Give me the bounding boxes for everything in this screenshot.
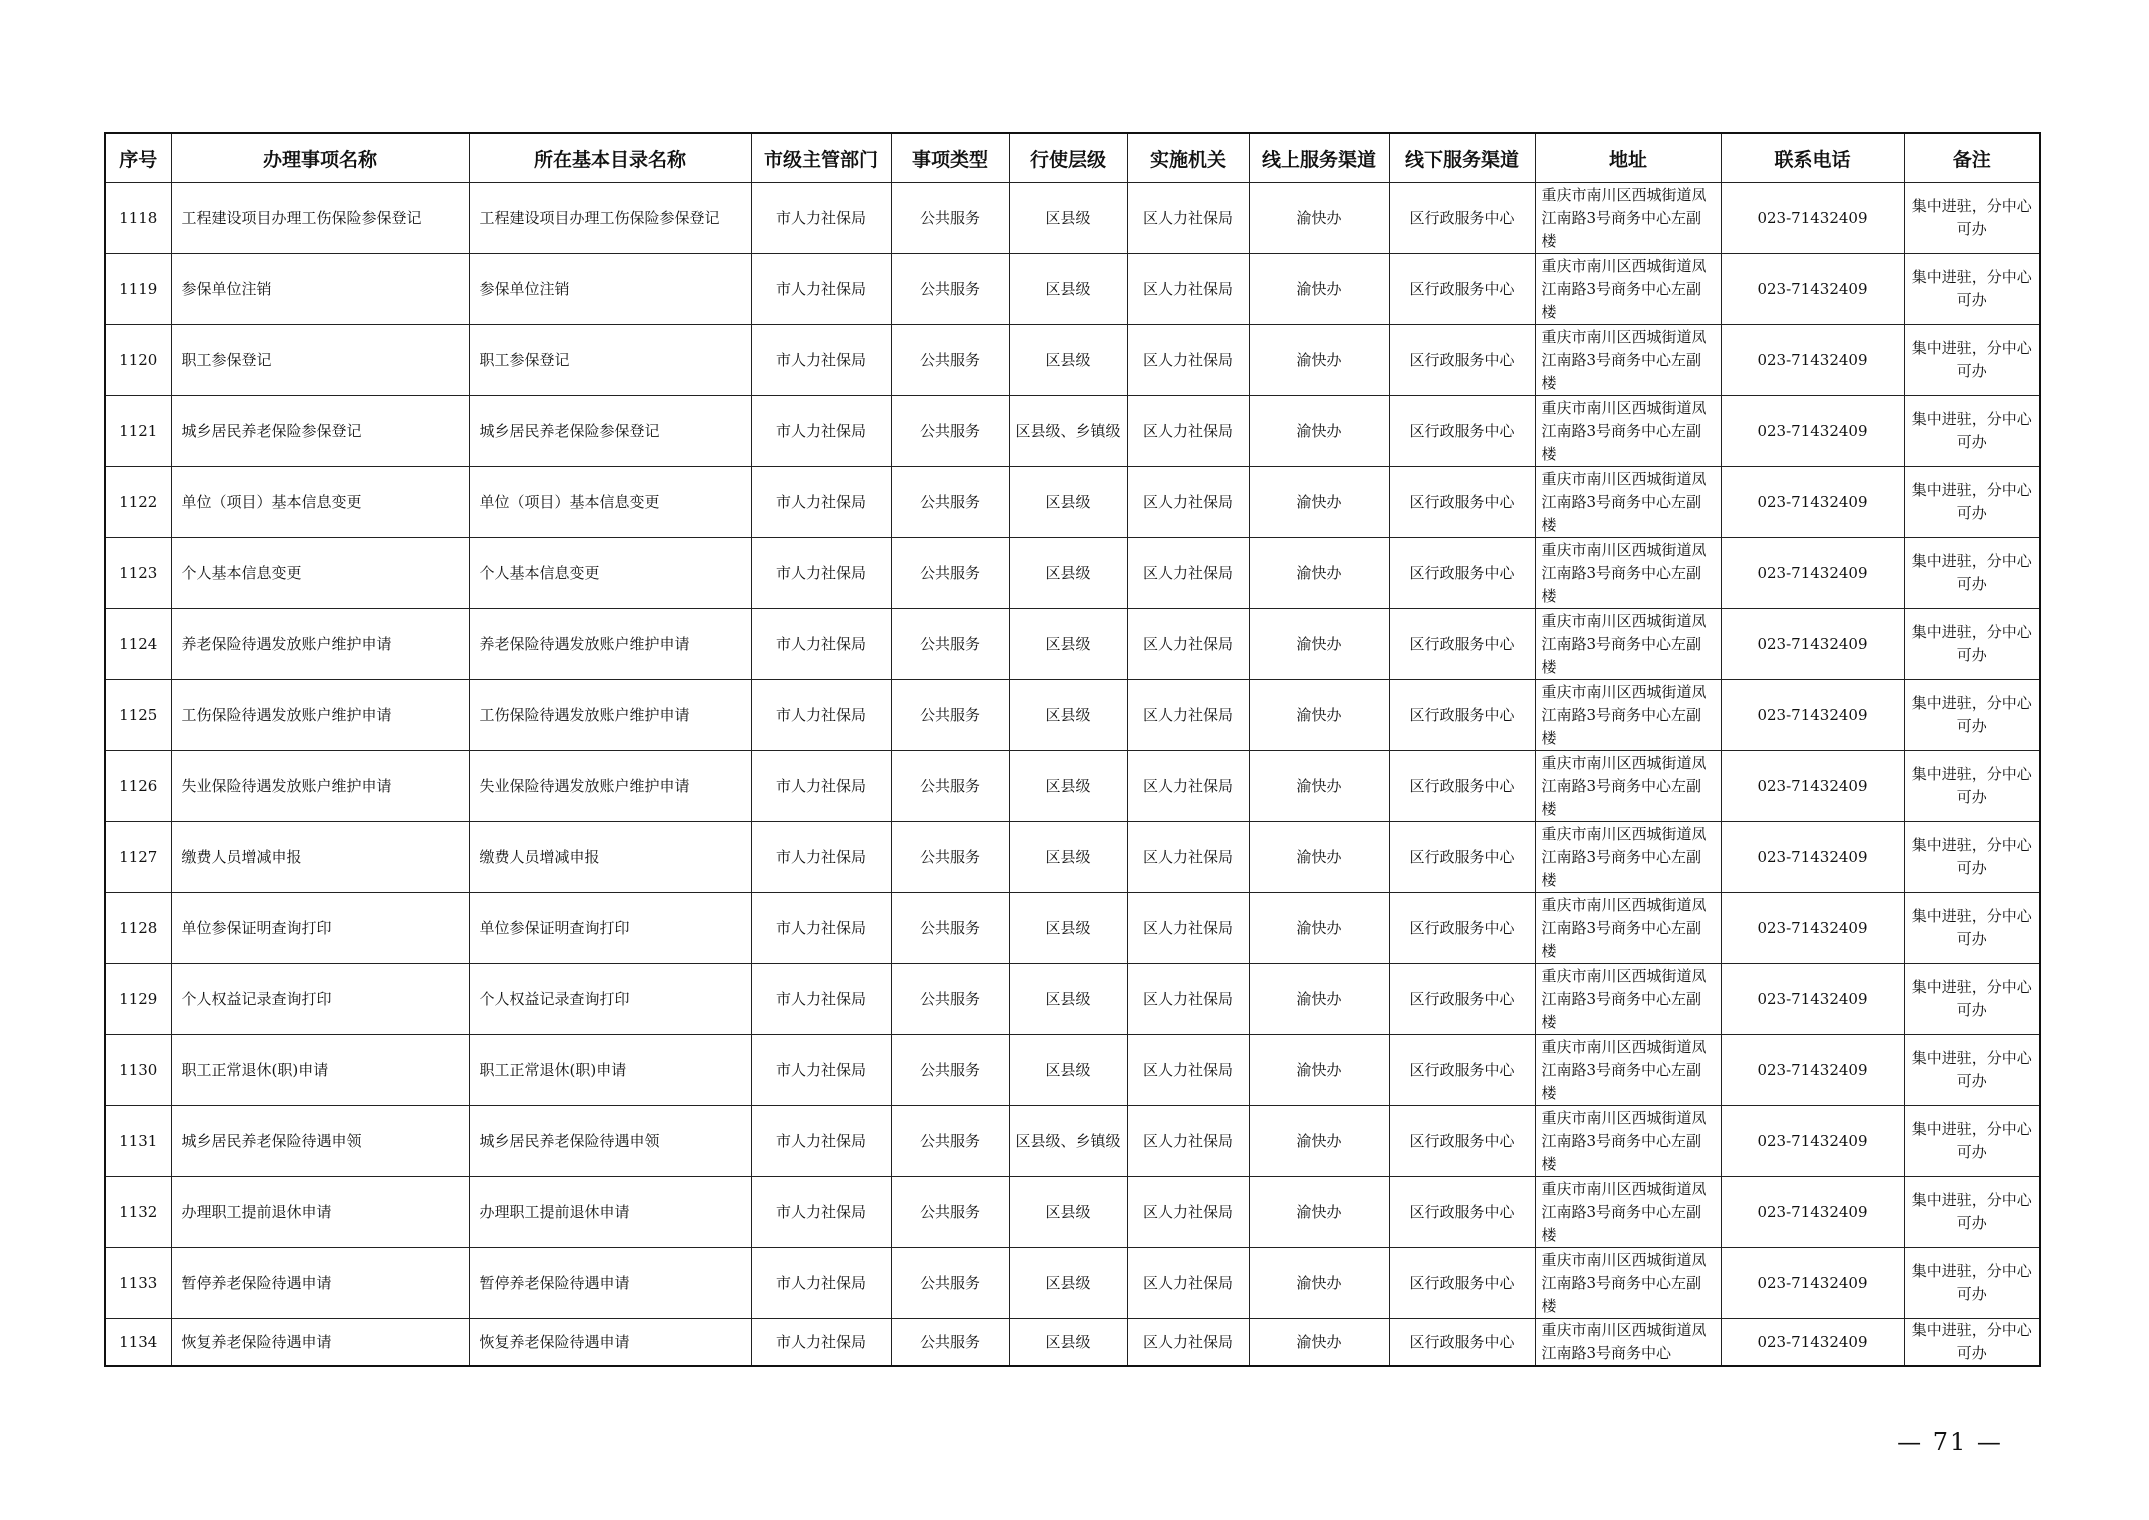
cell-remarks: 集中进驻，分中心可办	[1904, 680, 2040, 751]
cell-item-name: 暂停养老保险待遇申请	[171, 1248, 469, 1319]
cell-online-channel: 渝快办	[1249, 1319, 1389, 1367]
table-row	[105, 964, 2040, 1035]
cell-phone: 023-71432409	[1721, 183, 1904, 254]
cell-department: 市人力社保局	[751, 822, 891, 893]
cell-item-type: 公共服务	[891, 1248, 1009, 1319]
table-row	[105, 396, 2040, 467]
cell-index: 1131	[105, 1106, 171, 1177]
cell-offline-channel: 区行政服务中心	[1389, 1106, 1535, 1177]
cell-remarks: 集中进驻，分中心可办	[1904, 538, 2040, 609]
cell-online-channel: 渝快办	[1249, 751, 1389, 822]
cell-item-type: 公共服务	[891, 254, 1009, 325]
cell-item-name: 职工正常退休(职)申请	[171, 1035, 469, 1106]
cell-department: 市人力社保局	[751, 1319, 891, 1367]
cell-offline-channel: 区行政服务中心	[1389, 1319, 1535, 1367]
cell-department: 市人力社保局	[751, 609, 891, 680]
cell-item-name: 工伤保险待遇发放账户维护申请	[171, 680, 469, 751]
cell-offline-channel: 区行政服务中心	[1389, 183, 1535, 254]
cell-level: 区县级	[1009, 893, 1127, 964]
cell-level: 区县级	[1009, 183, 1127, 254]
cell-level: 区县级	[1009, 609, 1127, 680]
cell-agency: 区人力社保局	[1127, 396, 1249, 467]
cell-department: 市人力社保局	[751, 254, 891, 325]
cell-phone: 023-71432409	[1721, 751, 1904, 822]
cell-phone: 023-71432409	[1721, 964, 1904, 1035]
cell-address: 重庆市南川区西城街道凤江南路3号商务中心左副楼	[1535, 822, 1721, 893]
cell-item-name: 办理职工提前退休申请	[171, 1177, 469, 1248]
cell-item-name: 职工参保登记	[171, 325, 469, 396]
cell-catalog-name: 个人基本信息变更	[469, 538, 751, 609]
cell-remarks: 集中进驻，分中心可办	[1904, 325, 2040, 396]
cell-catalog-name: 个人权益记录查询打印	[469, 964, 751, 1035]
cell-department: 市人力社保局	[751, 1106, 891, 1177]
cell-address: 重庆市南川区西城街道凤江南路3号商务中心左副楼	[1535, 751, 1721, 822]
cell-level: 区县级	[1009, 1035, 1127, 1106]
cell-catalog-name: 缴费人员增减申报	[469, 822, 751, 893]
cell-remarks: 集中进驻，分中心可办	[1904, 1319, 2040, 1367]
header-item-name: 办理事项名称	[171, 133, 469, 183]
cell-online-channel: 渝快办	[1249, 467, 1389, 538]
cell-offline-channel: 区行政服务中心	[1389, 1035, 1535, 1106]
cell-agency: 区人力社保局	[1127, 609, 1249, 680]
cell-catalog-name: 职工正常退休(职)申请	[469, 1035, 751, 1106]
cell-agency: 区人力社保局	[1127, 680, 1249, 751]
cell-level: 区县级、乡镇级	[1009, 396, 1127, 467]
table-row	[105, 822, 2040, 893]
cell-phone: 023-71432409	[1721, 609, 1904, 680]
cell-offline-channel: 区行政服务中心	[1389, 325, 1535, 396]
cell-online-channel: 渝快办	[1249, 822, 1389, 893]
cell-remarks: 集中进驻，分中心可办	[1904, 609, 2040, 680]
cell-department: 市人力社保局	[751, 183, 891, 254]
cell-index: 1134	[105, 1319, 171, 1367]
header-address: 地址	[1535, 133, 1721, 183]
cell-agency: 区人力社保局	[1127, 1177, 1249, 1248]
cell-department: 市人力社保局	[751, 680, 891, 751]
cell-level: 区县级	[1009, 964, 1127, 1035]
cell-level: 区县级	[1009, 1177, 1127, 1248]
cell-phone: 023-71432409	[1721, 1106, 1904, 1177]
cell-item-type: 公共服务	[891, 467, 1009, 538]
cell-agency: 区人力社保局	[1127, 964, 1249, 1035]
cell-item-type: 公共服务	[891, 609, 1009, 680]
cell-address: 重庆市南川区西城街道凤江南路3号商务中心左副楼	[1535, 538, 1721, 609]
cell-agency: 区人力社保局	[1127, 822, 1249, 893]
cell-catalog-name: 参保单位注销	[469, 254, 751, 325]
cell-online-channel: 渝快办	[1249, 964, 1389, 1035]
cell-catalog-name: 办理职工提前退休申请	[469, 1177, 751, 1248]
table-row	[105, 609, 2040, 680]
table-row	[105, 680, 2040, 751]
cell-index: 1130	[105, 1035, 171, 1106]
cell-catalog-name: 恢复养老保险待遇申请	[469, 1319, 751, 1367]
cell-index: 1129	[105, 964, 171, 1035]
cell-address: 重庆市南川区西城街道凤江南路3号商务中心左副楼	[1535, 609, 1721, 680]
header-department: 市级主管部门	[751, 133, 891, 183]
cell-agency: 区人力社保局	[1127, 1319, 1249, 1367]
cell-level: 区县级	[1009, 751, 1127, 822]
page-number: — 71 —	[1897, 1428, 2003, 1456]
cell-offline-channel: 区行政服务中心	[1389, 1248, 1535, 1319]
cell-agency: 区人力社保局	[1127, 1248, 1249, 1319]
table-row	[105, 325, 2040, 396]
cell-offline-channel: 区行政服务中心	[1389, 893, 1535, 964]
header-index: 序号	[105, 133, 171, 183]
cell-agency: 区人力社保局	[1127, 1035, 1249, 1106]
cell-item-name: 工程建设项目办理工伤保险参保登记	[171, 183, 469, 254]
table-row	[105, 1177, 2040, 1248]
cell-index: 1127	[105, 822, 171, 893]
cell-address: 重庆市南川区西城街道凤江南路3号商务中心左副楼	[1535, 254, 1721, 325]
table-row	[105, 1035, 2040, 1106]
cell-offline-channel: 区行政服务中心	[1389, 396, 1535, 467]
cell-item-name: 个人基本信息变更	[171, 538, 469, 609]
cell-offline-channel: 区行政服务中心	[1389, 538, 1535, 609]
table-row	[105, 538, 2040, 609]
cell-agency: 区人力社保局	[1127, 467, 1249, 538]
cell-remarks: 集中进驻，分中心可办	[1904, 1248, 2040, 1319]
cell-online-channel: 渝快办	[1249, 1248, 1389, 1319]
header-level: 行使层级	[1009, 133, 1127, 183]
table-row	[105, 183, 2040, 254]
cell-item-type: 公共服务	[891, 893, 1009, 964]
cell-item-type: 公共服务	[891, 325, 1009, 396]
cell-catalog-name: 工伤保险待遇发放账户维护申请	[469, 680, 751, 751]
cell-department: 市人力社保局	[751, 396, 891, 467]
cell-agency: 区人力社保局	[1127, 1106, 1249, 1177]
cell-phone: 023-71432409	[1721, 467, 1904, 538]
cell-item-type: 公共服务	[891, 183, 1009, 254]
table-row	[105, 1106, 2040, 1177]
cell-level: 区县级	[1009, 1319, 1127, 1367]
cell-department: 市人力社保局	[751, 893, 891, 964]
cell-address: 重庆市南川区西城街道凤江南路3号商务中心左副楼	[1535, 467, 1721, 538]
cell-index: 1125	[105, 680, 171, 751]
cell-department: 市人力社保局	[751, 538, 891, 609]
cell-index: 1132	[105, 1177, 171, 1248]
cell-phone: 023-71432409	[1721, 538, 1904, 609]
header-catalog-name: 所在基本目录名称	[469, 133, 751, 183]
cell-address: 重庆市南川区西城街道凤江南路3号商务中心左副楼	[1535, 1035, 1721, 1106]
cell-index: 1120	[105, 325, 171, 396]
cell-address: 重庆市南川区西城街道凤江南路3号商务中心左副楼	[1535, 964, 1721, 1035]
table-row	[105, 751, 2040, 822]
cell-offline-channel: 区行政服务中心	[1389, 467, 1535, 538]
cell-index: 1126	[105, 751, 171, 822]
cell-online-channel: 渝快办	[1249, 396, 1389, 467]
cell-offline-channel: 区行政服务中心	[1389, 680, 1535, 751]
cell-remarks: 集中进驻，分中心可办	[1904, 964, 2040, 1035]
cell-address: 重庆市南川区西城街道凤江南路3号商务中心左副楼	[1535, 325, 1721, 396]
cell-department: 市人力社保局	[751, 751, 891, 822]
cell-level: 区县级	[1009, 254, 1127, 325]
cell-address: 重庆市南川区西城街道凤江南路3号商务中心左副楼	[1535, 1248, 1721, 1319]
cell-address: 重庆市南川区西城街道凤江南路3号商务中心左副楼	[1535, 893, 1721, 964]
cell-item-name: 城乡居民养老保险待遇申领	[171, 1106, 469, 1177]
cell-agency: 区人力社保局	[1127, 538, 1249, 609]
cell-remarks: 集中进驻，分中心可办	[1904, 1035, 2040, 1106]
table-row	[105, 467, 2040, 538]
cell-item-type: 公共服务	[891, 1177, 1009, 1248]
cell-catalog-name: 养老保险待遇发放账户维护申请	[469, 609, 751, 680]
cell-catalog-name: 城乡居民养老保险待遇申领	[469, 1106, 751, 1177]
cell-agency: 区人力社保局	[1127, 325, 1249, 396]
cell-offline-channel: 区行政服务中心	[1389, 609, 1535, 680]
cell-remarks: 集中进驻，分中心可办	[1904, 1177, 2040, 1248]
cell-online-channel: 渝快办	[1249, 325, 1389, 396]
cell-remarks: 集中进驻，分中心可办	[1904, 254, 2040, 325]
cell-online-channel: 渝快办	[1249, 893, 1389, 964]
table-row	[105, 1319, 2040, 1367]
cell-index: 1121	[105, 396, 171, 467]
cell-remarks: 集中进驻，分中心可办	[1904, 396, 2040, 467]
cell-department: 市人力社保局	[751, 325, 891, 396]
cell-online-channel: 渝快办	[1249, 183, 1389, 254]
cell-department: 市人力社保局	[751, 1248, 891, 1319]
cell-item-name: 失业保险待遇发放账户维护申请	[171, 751, 469, 822]
cell-index: 1133	[105, 1248, 171, 1319]
cell-item-name: 恢复养老保险待遇申请	[171, 1319, 469, 1367]
cell-phone: 023-71432409	[1721, 254, 1904, 325]
cell-remarks: 集中进驻，分中心可办	[1904, 751, 2040, 822]
cell-offline-channel: 区行政服务中心	[1389, 964, 1535, 1035]
cell-agency: 区人力社保局	[1127, 254, 1249, 325]
cell-level: 区县级	[1009, 538, 1127, 609]
cell-remarks: 集中进驻，分中心可办	[1904, 1106, 2040, 1177]
cell-online-channel: 渝快办	[1249, 680, 1389, 751]
cell-agency: 区人力社保局	[1127, 893, 1249, 964]
cell-item-name: 城乡居民养老保险参保登记	[171, 396, 469, 467]
cell-item-name: 单位（项目）基本信息变更	[171, 467, 469, 538]
cell-offline-channel: 区行政服务中心	[1389, 822, 1535, 893]
cell-agency: 区人力社保局	[1127, 183, 1249, 254]
cell-address: 重庆市南川区西城街道凤江南路3号商务中心左副楼	[1535, 183, 1721, 254]
cell-level: 区县级	[1009, 467, 1127, 538]
cell-item-type: 公共服务	[891, 1035, 1009, 1106]
cell-phone: 023-71432409	[1721, 1248, 1904, 1319]
table-header-row	[105, 133, 2040, 183]
header-offline-channel: 线下服务渠道	[1389, 133, 1535, 183]
cell-catalog-name: 城乡居民养老保险参保登记	[469, 396, 751, 467]
cell-level: 区县级	[1009, 680, 1127, 751]
cell-department: 市人力社保局	[751, 964, 891, 1035]
cell-address: 重庆市南川区西城街道凤江南路3号商务中心左副楼	[1535, 396, 1721, 467]
cell-catalog-name: 暂停养老保险待遇申请	[469, 1248, 751, 1319]
table-row	[105, 893, 2040, 964]
header-remarks: 备注	[1904, 133, 2040, 183]
cell-item-name: 参保单位注销	[171, 254, 469, 325]
cell-agency: 区人力社保局	[1127, 751, 1249, 822]
cell-item-type: 公共服务	[891, 396, 1009, 467]
table-row	[105, 254, 2040, 325]
cell-phone: 023-71432409	[1721, 396, 1904, 467]
cell-online-channel: 渝快办	[1249, 254, 1389, 325]
cell-item-type: 公共服务	[891, 964, 1009, 1035]
cell-item-type: 公共服务	[891, 751, 1009, 822]
cell-index: 1128	[105, 893, 171, 964]
service-items-table	[104, 132, 2041, 1367]
cell-item-name: 单位参保证明查询打印	[171, 893, 469, 964]
cell-item-name: 个人权益记录查询打印	[171, 964, 469, 1035]
table-row	[105, 1248, 2040, 1319]
cell-phone: 023-71432409	[1721, 1177, 1904, 1248]
cell-level: 区县级	[1009, 822, 1127, 893]
cell-department: 市人力社保局	[751, 1035, 891, 1106]
cell-catalog-name: 单位参保证明查询打印	[469, 893, 751, 964]
cell-level: 区县级	[1009, 325, 1127, 396]
cell-online-channel: 渝快办	[1249, 1106, 1389, 1177]
cell-phone: 023-71432409	[1721, 893, 1904, 964]
cell-index: 1118	[105, 183, 171, 254]
cell-department: 市人力社保局	[751, 467, 891, 538]
cell-index: 1119	[105, 254, 171, 325]
cell-level: 区县级、乡镇级	[1009, 1106, 1127, 1177]
cell-address: 重庆市南川区西城街道凤江南路3号商务中心左副楼	[1535, 1177, 1721, 1248]
cell-phone: 023-71432409	[1721, 325, 1904, 396]
cell-address: 重庆市南川区西城街道凤江南路3号商务中心左副楼	[1535, 1106, 1721, 1177]
cell-offline-channel: 区行政服务中心	[1389, 751, 1535, 822]
cell-index: 1123	[105, 538, 171, 609]
cell-address: 重庆市南川区西城街道凤江南路3号商务中心	[1535, 1319, 1721, 1367]
cell-remarks: 集中进驻，分中心可办	[1904, 467, 2040, 538]
cell-catalog-name: 职工参保登记	[469, 325, 751, 396]
cell-item-name: 缴费人员增减申报	[171, 822, 469, 893]
table-body	[105, 183, 2040, 1367]
cell-department: 市人力社保局	[751, 1177, 891, 1248]
cell-online-channel: 渝快办	[1249, 609, 1389, 680]
cell-item-type: 公共服务	[891, 1106, 1009, 1177]
cell-offline-channel: 区行政服务中心	[1389, 254, 1535, 325]
cell-offline-channel: 区行政服务中心	[1389, 1177, 1535, 1248]
cell-item-type: 公共服务	[891, 822, 1009, 893]
cell-phone: 023-71432409	[1721, 822, 1904, 893]
cell-catalog-name: 失业保险待遇发放账户维护申请	[469, 751, 751, 822]
header-phone: 联系电话	[1721, 133, 1904, 183]
cell-item-type: 公共服务	[891, 538, 1009, 609]
cell-catalog-name: 单位（项目）基本信息变更	[469, 467, 751, 538]
cell-remarks: 集中进驻，分中心可办	[1904, 183, 2040, 254]
cell-index: 1122	[105, 467, 171, 538]
cell-item-type: 公共服务	[891, 1319, 1009, 1367]
cell-level: 区县级	[1009, 1248, 1127, 1319]
cell-phone: 023-71432409	[1721, 680, 1904, 751]
cell-online-channel: 渝快办	[1249, 1177, 1389, 1248]
cell-remarks: 集中进驻，分中心可办	[1904, 822, 2040, 893]
cell-remarks: 集中进驻，分中心可办	[1904, 893, 2040, 964]
header-agency: 实施机关	[1127, 133, 1249, 183]
cell-item-name: 养老保险待遇发放账户维护申请	[171, 609, 469, 680]
cell-catalog-name: 工程建设项目办理工伤保险参保登记	[469, 183, 751, 254]
cell-address: 重庆市南川区西城街道凤江南路3号商务中心左副楼	[1535, 680, 1721, 751]
header-item-type: 事项类型	[891, 133, 1009, 183]
cell-online-channel: 渝快办	[1249, 1035, 1389, 1106]
cell-phone: 023-71432409	[1721, 1035, 1904, 1106]
cell-index: 1124	[105, 609, 171, 680]
header-online-channel: 线上服务渠道	[1249, 133, 1389, 183]
cell-item-type: 公共服务	[891, 680, 1009, 751]
cell-phone: 023-71432409	[1721, 1319, 1904, 1367]
cell-online-channel: 渝快办	[1249, 538, 1389, 609]
